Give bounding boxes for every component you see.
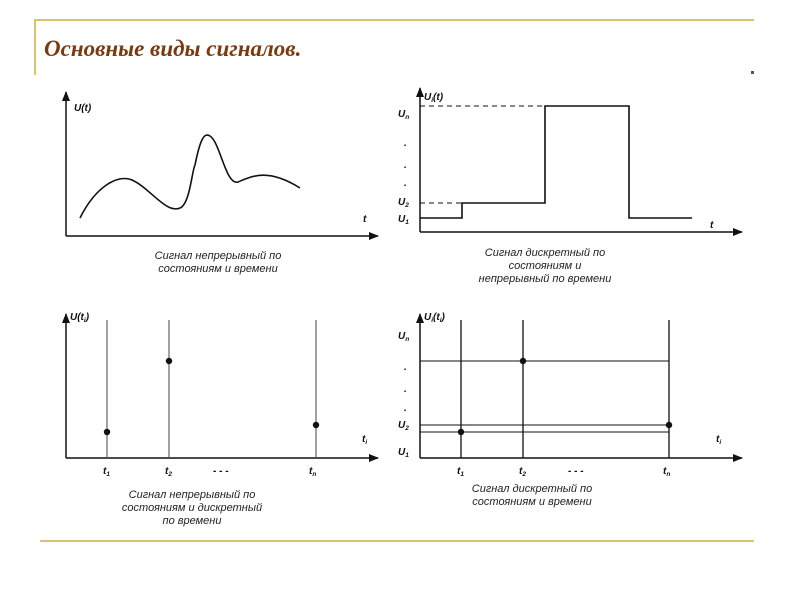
caption-line-1: Сигнал непрерывный по	[128, 489, 256, 501]
caption-line-3: непрерывный по времени	[478, 273, 612, 285]
sample-point-tn	[313, 422, 319, 428]
ellipsis-dot: .	[404, 362, 407, 373]
tick-label-tn: $t_n$	[663, 466, 671, 478]
panel-continuous	[66, 92, 378, 275]
caption-line-2: состояниям и времени	[472, 496, 592, 508]
x-axis-label: $t_i$	[362, 434, 368, 446]
caption-line-2: состояниям и времени	[158, 263, 278, 275]
step-signal	[420, 106, 692, 218]
tick-label-t1: $t_1$	[457, 466, 464, 478]
level-n-label: $U_n$	[398, 331, 410, 343]
level-n-label: $U_n$	[398, 109, 410, 121]
caption-line-1: Сигнал непрерывный по	[154, 250, 282, 262]
sample-point-t2	[520, 358, 526, 364]
caption-line-3: по времени	[162, 515, 222, 527]
caption-line-1: Сигнал дискретный по	[484, 247, 606, 259]
level-2-label: $U_2$	[398, 420, 409, 432]
caption-line-2: состояниям и дискретный	[121, 502, 263, 514]
ellipsis-dot: .	[404, 403, 407, 414]
x-axis-label: t	[363, 214, 367, 225]
tick-label-tn: $t_n$	[309, 466, 317, 478]
level-1-label: $U_1$	[398, 214, 409, 226]
sample-point-tn	[666, 422, 672, 428]
level-2-label: $U_2$	[398, 197, 409, 209]
x-axis-label: t	[710, 220, 714, 231]
caption-line-2: состояниям и	[508, 260, 582, 272]
ellipsis-dot: .	[404, 138, 407, 149]
level-1-label: $U_1$	[398, 447, 409, 459]
ellipsis-dashes: - - -	[213, 466, 229, 477]
tick-label-t1: $t_1$	[103, 466, 110, 478]
panel-discrete-time	[66, 312, 378, 527]
ellipsis-dot: .	[404, 384, 407, 395]
caption-line-1: Сигнал дискретный по	[471, 483, 593, 495]
ellipsis-dot: .	[404, 160, 407, 171]
x-axis-label: $t_i$	[716, 434, 722, 446]
y-axis-label: $U(t_i)$	[70, 312, 90, 324]
y-axis-label: $U_i(t)$	[424, 92, 444, 104]
sample-point-t2	[166, 358, 172, 364]
sample-point-t1	[104, 429, 110, 435]
tick-label-t2: $t_2$	[165, 466, 172, 478]
panel-discrete-both	[398, 312, 742, 508]
continuous-signal-curve	[80, 135, 300, 218]
tick-label-t2: $t_2$	[519, 466, 526, 478]
ellipsis-dashes: - - -	[568, 466, 584, 477]
sample-point-t1	[458, 429, 464, 435]
ellipsis-dot: .	[404, 178, 407, 189]
panel-discrete-state	[398, 88, 742, 285]
y-axis-label: U(t)	[74, 103, 92, 114]
page-title: Основные виды сигналов.	[44, 36, 302, 61]
y-axis-label: $U_i(t_i)$	[424, 312, 445, 324]
